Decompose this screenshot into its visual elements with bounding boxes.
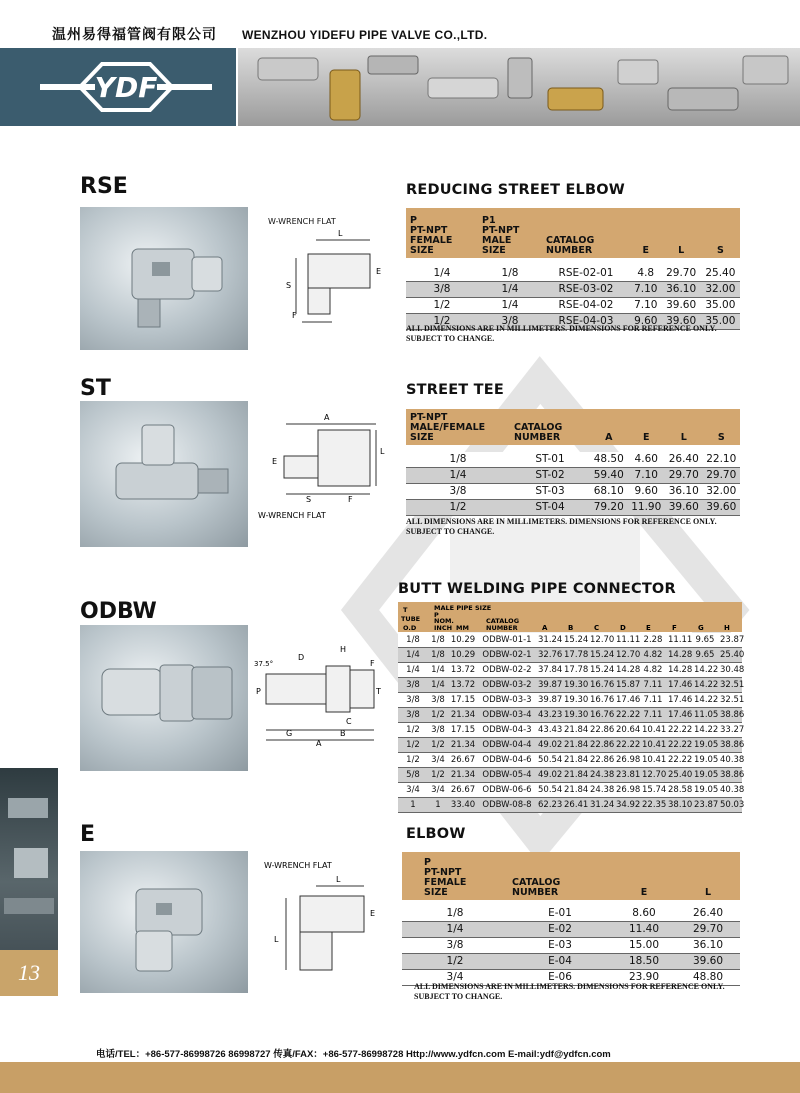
odbw-cell: 14.22	[692, 663, 718, 678]
odbw-cell: 13.72	[448, 663, 478, 678]
st-note: ALL DIMENSIONS ARE IN MILLIMETERS. DIMENSIONS FOR REFERENCE ONLY. SUBJECT TO CHANGE.	[406, 517, 717, 536]
odbw-cell: 26.67	[448, 753, 478, 768]
odbw-cell: 14.28	[614, 663, 640, 678]
odbw-cell: 3/8	[398, 708, 428, 723]
rse-title: REDUCING STREET ELBOW	[406, 182, 625, 198]
elbow-wrench-label: W-WRENCH FLAT	[264, 861, 332, 870]
odbw-angle-label: 37.5°	[254, 660, 274, 668]
elbow-e-label: E	[370, 909, 376, 918]
odbw-cell: 15.24	[562, 633, 588, 648]
odbw-cell: 10.29	[448, 633, 478, 648]
odbw-cell: 3/8	[398, 693, 428, 708]
odbw-cell: ODBW-04-4	[478, 738, 536, 753]
table-row: 3/8 ST-03 68.10 9.60 36.10 32.00	[406, 484, 740, 500]
table-row	[398, 723, 742, 738]
rse-wrench-label: W-WRENCH FLAT	[268, 217, 336, 226]
odbw-cell: 28.58	[666, 783, 692, 798]
header-fittings-photo	[238, 48, 800, 126]
odbw-cell: ODBW-03-3	[478, 693, 536, 708]
odbw-cell: ODBW-01-1	[478, 633, 536, 648]
odbw-header-b: B	[568, 624, 574, 632]
table-row	[398, 768, 742, 783]
odbw-cell: 1/4	[398, 663, 428, 678]
odbw-cell: 17.46	[614, 693, 640, 708]
elbow-table	[402, 852, 740, 986]
st-header-s: S	[717, 432, 725, 443]
odbw-cell: 1/4	[428, 663, 448, 678]
table-row	[398, 663, 742, 678]
rse-code: RSE	[80, 174, 128, 199]
table-row: 1/2 ST-04 79.20 11.90 39.60 39.60	[406, 500, 740, 516]
odbw-cell: 12.70	[588, 633, 614, 648]
odbw-cell: 12.70	[614, 648, 640, 663]
table-row	[398, 738, 742, 753]
table-row: 3/4 E-06 23.90 48.80	[402, 970, 740, 986]
odbw-cell: ODBW-03-4	[478, 708, 536, 723]
odbw-cell: 12.70	[640, 768, 666, 783]
odbw-cell: 50.03	[718, 798, 742, 813]
odbw-cell: 40.38	[718, 753, 742, 768]
odbw-cell: 1/8	[428, 648, 448, 663]
st-title: STREET TEE	[406, 382, 504, 398]
odbw-t-label: T	[376, 687, 381, 696]
odbw-d-label: D	[298, 653, 305, 662]
odbw-table-header	[398, 602, 742, 632]
rse-header-s: S	[716, 245, 724, 256]
elbow-l-top-label: L	[336, 875, 341, 884]
odbw-cell: 14.22	[692, 693, 718, 708]
odbw-p-label: P	[256, 687, 261, 696]
rse-header-catalog: CATALOG NUMBER	[546, 235, 595, 256]
table-row: 3/8 E-03 15.00 36.10	[402, 938, 740, 954]
odbw-header-c: C	[594, 624, 600, 632]
st-header-catalog: CATALOG NUMBER	[514, 422, 563, 443]
table-row	[398, 648, 742, 663]
odbw-cell: 21.84	[562, 783, 588, 798]
table-row	[398, 798, 742, 813]
odbw-cell: 23.87	[692, 798, 718, 813]
st-l-label: L	[380, 447, 385, 456]
odbw-header-t: T TUBE O.D	[401, 606, 421, 632]
odbw-cell: 21.84	[562, 753, 588, 768]
odbw-header-catalog: CATALOG NUMBER	[486, 617, 520, 632]
odbw-cell: 22.35	[640, 798, 666, 813]
odbw-cell: 26.67	[448, 783, 478, 798]
elbow-note: ALL DIMENSIONS ARE IN MILLIMETERS. DIMENSIONS FOR REFERENCE ONLY. SUBJECT TO CHANGE.	[414, 982, 725, 1001]
odbw-cell: 3/4	[398, 783, 428, 798]
odbw-cell: ODBW-04-3	[478, 723, 536, 738]
odbw-header-d: D	[620, 624, 626, 632]
odbw-cell: 1	[398, 798, 428, 813]
odbw-cell: 9.65	[692, 633, 718, 648]
odbw-header-e: E	[646, 624, 651, 632]
odbw-header-a: A	[542, 624, 548, 632]
elbow-code: E	[80, 822, 96, 847]
odbw-cell: 17.78	[562, 663, 588, 678]
odbw-cell: 33.40	[448, 798, 478, 813]
odbw-cell: 49.02	[536, 738, 562, 753]
odbw-cell: 5/8	[398, 768, 428, 783]
odbw-cell: 1/8	[428, 633, 448, 648]
odbw-cell: 21.34	[448, 768, 478, 783]
odbw-cell: ODBW-08-8	[478, 798, 536, 813]
odbw-h-label: H	[340, 645, 347, 654]
odbw-cell: 1/2	[398, 753, 428, 768]
odbw-cell: 30.48	[718, 663, 742, 678]
odbw-cell: 39.87	[536, 678, 562, 693]
odbw-cell: 19.05	[692, 768, 718, 783]
odbw-cell: 10.41	[640, 738, 666, 753]
rse-f-label: F	[292, 311, 297, 320]
company-name-en: WENZHOU YIDEFU PIPE VALVE CO.,LTD.	[242, 28, 488, 42]
odbw-cell: 50.54	[536, 783, 562, 798]
table-row	[398, 783, 742, 798]
odbw-cell: 19.05	[692, 738, 718, 753]
odbw-cell: 17.46	[666, 693, 692, 708]
odbw-cell: 14.28	[666, 648, 692, 663]
elbow-product-photo	[80, 851, 248, 993]
odbw-cell: 15.74	[640, 783, 666, 798]
elbow-header-p: P PT-NPT FEMALE SIZE	[424, 857, 467, 898]
odbw-cell: 13.72	[448, 678, 478, 693]
odbw-cell: 15.87	[614, 678, 640, 693]
odbw-cell: 1/8	[398, 633, 428, 648]
odbw-cell: 11.11	[666, 633, 692, 648]
odbw-cell: 7.11	[640, 678, 666, 693]
rse-s-label: S	[286, 281, 292, 290]
odbw-cell: 16.76	[588, 693, 614, 708]
odbw-cell: 4.82	[640, 663, 666, 678]
st-s-label: S	[306, 495, 312, 504]
rse-header-l: L	[678, 245, 685, 256]
st-header-e: E	[643, 432, 650, 443]
st-e-label: E	[272, 457, 278, 466]
table-row: 1/8 E-01 8.60 26.40	[402, 906, 740, 922]
odbw-cell: 19.30	[562, 693, 588, 708]
odbw-c-label: C	[346, 717, 352, 726]
odbw-header-p: P NOM. INCH	[434, 611, 454, 632]
odbw-cell: 17.15	[448, 723, 478, 738]
odbw-cell: 22.22	[666, 723, 692, 738]
odbw-cell: 16.76	[588, 678, 614, 693]
odbw-cell: ODBW-03-2	[478, 678, 536, 693]
odbw-cell: 22.86	[588, 738, 614, 753]
odbw-b-label: B	[340, 729, 346, 738]
odbw-cell: 26.98	[614, 783, 640, 798]
table-row	[398, 753, 742, 768]
odbw-cell: 40.38	[718, 783, 742, 798]
odbw-cell: 15.24	[588, 663, 614, 678]
st-header-a: A	[605, 432, 613, 443]
footer-bar	[0, 1062, 800, 1093]
odbw-f-label: F	[370, 659, 375, 668]
odbw-cell: 10.41	[640, 723, 666, 738]
table-row: 1/4 ST-02 59.40 7.10 29.70 29.70	[406, 468, 740, 484]
odbw-cell: 1/2	[398, 738, 428, 753]
st-product-photo	[80, 401, 248, 547]
odbw-cell: 31.24	[588, 798, 614, 813]
odbw-cell: 14.22	[692, 723, 718, 738]
odbw-cell: 11.11	[614, 633, 640, 648]
rse-e-label: E	[376, 267, 382, 276]
table-row: 1/4 E-02 11.40 29.70	[402, 922, 740, 938]
odbw-cell: 10.29	[448, 648, 478, 663]
odbw-cell: 32.76	[536, 648, 562, 663]
odbw-cell: 4.82	[640, 648, 666, 663]
odbw-cell: 43.43	[536, 723, 562, 738]
odbw-cell: 62.23	[536, 798, 562, 813]
odbw-cell: 3/4	[428, 753, 448, 768]
rse-table	[406, 208, 740, 330]
odbw-cell: 38.86	[718, 708, 742, 723]
odbw-cell: 1/4	[398, 648, 428, 663]
logo-banner	[0, 48, 236, 126]
rse-diagram	[262, 212, 392, 332]
odbw-product-photo	[80, 625, 248, 771]
elbow-l-side-label: L	[274, 935, 279, 944]
odbw-cell: 39.87	[536, 693, 562, 708]
elbow-header-e: E	[640, 887, 648, 898]
rse-header-e: E	[642, 245, 650, 256]
odbw-cell: 33.27	[718, 723, 742, 738]
st-diagram	[256, 408, 396, 523]
table-row	[398, 678, 742, 693]
odbw-diagram	[250, 636, 392, 748]
odbw-cell: 17.46	[666, 678, 692, 693]
odbw-cell: 31.24	[536, 633, 562, 648]
st-code: ST	[80, 376, 111, 401]
odbw-cell: 37.84	[536, 663, 562, 678]
odbw-cell: 3/8	[428, 693, 448, 708]
odbw-cell: 34.92	[614, 798, 640, 813]
rse-header-p: P PT-NPT FEMALE SIZE	[410, 215, 453, 256]
odbw-cell: 21.84	[562, 723, 588, 738]
odbw-cell: 23.81	[614, 768, 640, 783]
st-a-label: A	[324, 413, 330, 422]
odbw-cell: 21.34	[448, 738, 478, 753]
odbw-cell: 24.38	[588, 783, 614, 798]
company-name-cn: 温州易得福管阀有限公司	[52, 26, 217, 42]
table-row	[398, 693, 742, 708]
logo-text: YDF	[94, 71, 158, 104]
odbw-cell: 1/2	[428, 738, 448, 753]
odbw-cell: 21.34	[448, 708, 478, 723]
odbw-cell: 17.78	[562, 648, 588, 663]
odbw-cell: 15.24	[588, 648, 614, 663]
table-row: 1/8 ST-01 48.50 4.60 26.40 22.10	[406, 452, 740, 468]
table-row: 1/2 E-04 18.50 39.60	[402, 954, 740, 970]
table-row: 1/2 1/4 RSE-04-02 7.10 39.60 35.00	[406, 298, 740, 314]
odbw-cell: 17.15	[448, 693, 478, 708]
odbw-a-label: A	[316, 739, 322, 748]
odbw-cell: 22.22	[666, 738, 692, 753]
odbw-cell: 7.11	[640, 708, 666, 723]
odbw-cell: 19.05	[692, 753, 718, 768]
odbw-cell: 14.22	[692, 678, 718, 693]
odbw-table	[398, 633, 745, 813]
odbw-cell: ODBW-02-1	[478, 648, 536, 663]
st-f-label: F	[348, 495, 353, 504]
odbw-cell: 38.86	[718, 768, 742, 783]
odbw-cell: 26.41	[562, 798, 588, 813]
st-header-l: L	[680, 432, 687, 443]
odbw-group-header: MALE PIPE SIZE	[434, 604, 492, 612]
odbw-cell: 24.38	[588, 768, 614, 783]
table-row	[398, 633, 742, 648]
odbw-cell: 22.22	[614, 708, 640, 723]
odbw-cell: 22.22	[666, 753, 692, 768]
odbw-cell: 17.46	[666, 708, 692, 723]
odbw-cell: 22.86	[588, 723, 614, 738]
elbow-header-catalog: CATALOG NUMBER	[512, 877, 561, 898]
odbw-cell: 10.41	[640, 753, 666, 768]
odbw-cell: ODBW-06-6	[478, 783, 536, 798]
page-number: 13	[0, 950, 58, 996]
odbw-cell: 7.11	[640, 693, 666, 708]
odbw-cell: 50.54	[536, 753, 562, 768]
odbw-header-h: H	[724, 624, 730, 632]
st-header-size: PT-NPT MALE/FEMALE SIZE	[410, 412, 486, 443]
odbw-cell: 1/2	[428, 768, 448, 783]
odbw-cell: 43.23	[536, 708, 562, 723]
odbw-cell: ODBW-05-4	[478, 768, 536, 783]
odbw-cell: 3/4	[428, 783, 448, 798]
odbw-cell: 19.05	[692, 783, 718, 798]
odbw-cell: 22.22	[614, 738, 640, 753]
rse-header-p1: P1 PT-NPT MALE SIZE	[482, 215, 520, 256]
odbw-cell: ODBW-04-6	[478, 753, 536, 768]
odbw-cell: 21.84	[562, 738, 588, 753]
odbw-cell: 49.02	[536, 768, 562, 783]
odbw-cell: 23.87	[718, 633, 742, 648]
ydf-logo-icon	[0, 48, 236, 126]
odbw-cell: 26.98	[614, 753, 640, 768]
odbw-cell: 11.05	[692, 708, 718, 723]
odbw-cell: 9.65	[692, 648, 718, 663]
odbw-cell: 32.51	[718, 678, 742, 693]
odbw-cell: 38.86	[718, 738, 742, 753]
table-row: 1/2 3/8 RSE-04-03 9.60 39.60 35.00	[406, 314, 740, 330]
odbw-header-mm: MM	[456, 624, 469, 632]
odbw-cell: 16.76	[588, 708, 614, 723]
elbow-diagram	[262, 856, 392, 982]
st-table	[406, 409, 740, 516]
elbow-header-l: L	[704, 887, 712, 898]
odbw-cell: 19.30	[562, 708, 588, 723]
table-row	[398, 708, 742, 723]
odbw-header-f: F	[672, 624, 677, 632]
odbw-cell: 1/2	[428, 708, 448, 723]
odbw-cell: 20.64	[614, 723, 640, 738]
odbw-cell: 25.40	[718, 648, 742, 663]
odbw-cell: 1/2	[398, 723, 428, 738]
odbw-header-g: G	[698, 624, 704, 632]
odbw-title: BUTT WELDING PIPE CONNECTOR	[398, 581, 676, 597]
odbw-cell: 3/8	[398, 678, 428, 693]
st-wrench-label: W-WRENCH FLAT	[258, 511, 326, 520]
odbw-code: ODBW	[80, 599, 157, 624]
odbw-cell: 1	[428, 798, 448, 813]
odbw-cell: 1/4	[428, 678, 448, 693]
rse-l-label: L	[338, 229, 343, 238]
table-row: 1/4 1/8 RSE-02-01 4.8 29.70 25.40	[406, 266, 740, 282]
odbw-cell: 25.40	[666, 768, 692, 783]
odbw-cell: 14.28	[666, 663, 692, 678]
odbw-cell: 19.30	[562, 678, 588, 693]
elbow-title: ELBOW	[406, 826, 466, 842]
odbw-cell: 21.84	[562, 768, 588, 783]
odbw-cell: 2.28	[640, 633, 666, 648]
odbw-cell: 32.51	[718, 693, 742, 708]
rse-product-photo	[80, 207, 248, 350]
rse-note: ALL DIMENSIONS ARE IN MILLIMETERS. DIMENSIONS FOR REFERENCE ONLY. SUBJECT TO CHANGE.	[406, 324, 717, 343]
odbw-g-label: G	[286, 729, 293, 738]
odbw-cell: 3/8	[428, 723, 448, 738]
odbw-cell: 38.10	[666, 798, 692, 813]
odbw-cell: 22.86	[588, 753, 614, 768]
odbw-cell: ODBW-02-2	[478, 663, 536, 678]
table-row: 3/8 1/4 RSE-03-02 7.10 36.10 32.00	[406, 282, 740, 298]
footer-contact: 电话/TEL：+86-577-86998726 86998727 传真/FAX：+86-577-86998728 Http://www.ydfcn.com E-mail:ydf@ydfcn.com	[96, 1049, 611, 1060]
